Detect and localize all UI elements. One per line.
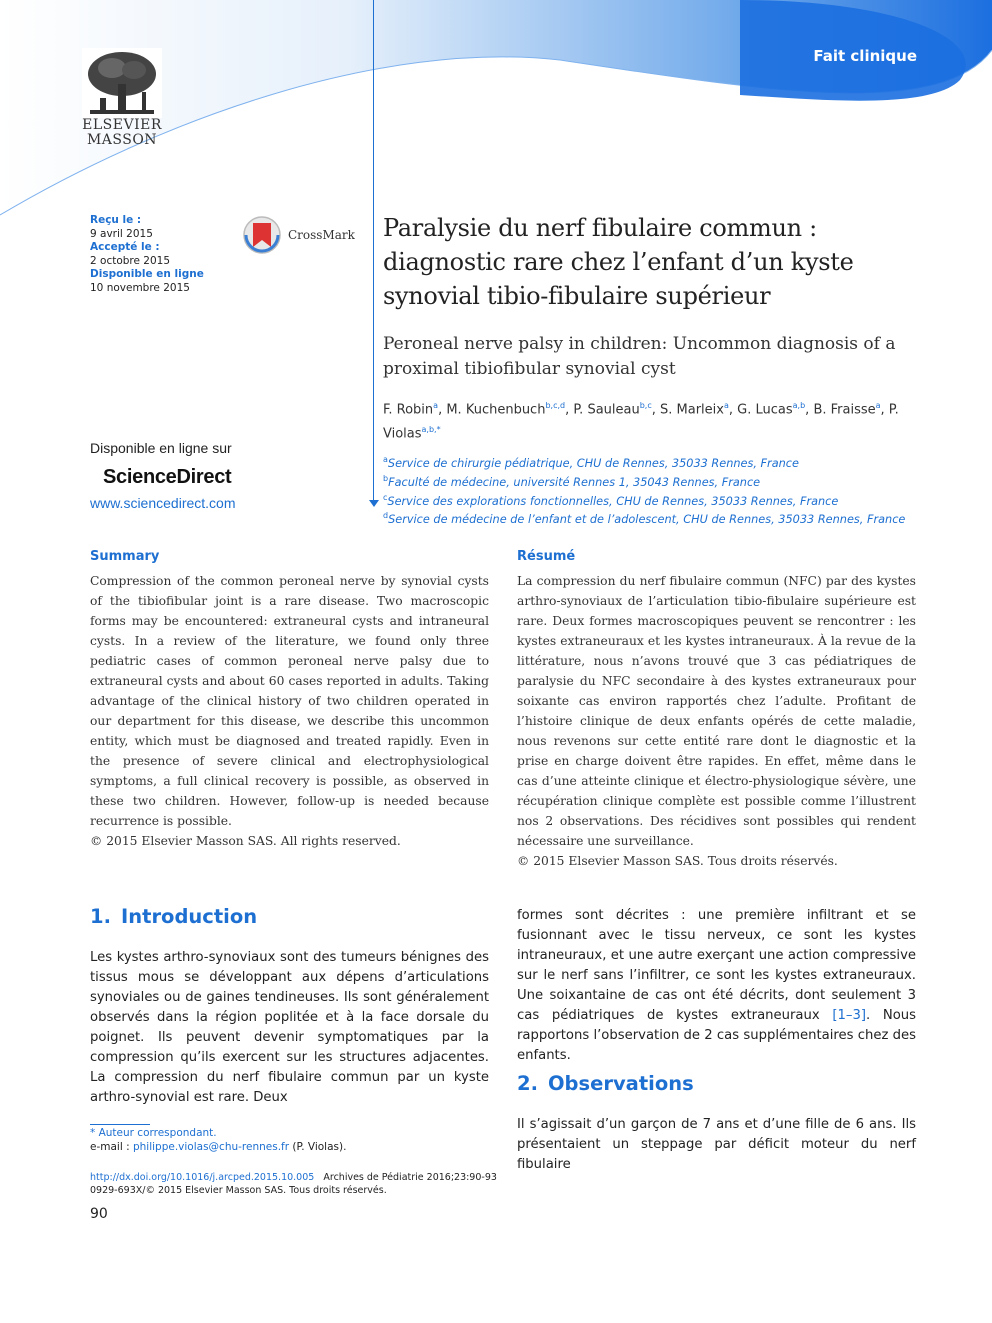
affiliation-text: Service de médecine de l’enfant et de l’adolescent, CHU de Rennes, 35033 Rennes, France bbox=[388, 513, 906, 527]
author-separator: , bbox=[880, 402, 889, 418]
sciencedirect-link[interactable]: www.sciencedirect.com bbox=[90, 495, 236, 511]
affiliation-key: b bbox=[383, 473, 389, 483]
journal-citation: Archives de Pédiatrie 2016;23:90-93 bbox=[323, 1172, 497, 1183]
online-date: 10 novembre 2015 bbox=[90, 281, 190, 294]
doi-link[interactable]: http://dx.doi.org/10.1016/j.arcped.2015.10.005 bbox=[90, 1172, 315, 1183]
author-separator: , bbox=[565, 402, 574, 418]
affiliation-item bbox=[383, 452, 943, 471]
available-online-label: Disponible en ligne sur bbox=[90, 440, 232, 456]
email-owner: (P. Violas). bbox=[289, 1141, 347, 1153]
publisher-name-2: MASSON bbox=[86, 132, 158, 148]
author-affiliation-marker[interactable]: a,b bbox=[792, 401, 806, 410]
author-affiliation-marker[interactable]: b,c,d bbox=[545, 401, 566, 410]
author-separator: , bbox=[651, 402, 661, 418]
author-affiliation-marker[interactable]: a bbox=[875, 401, 881, 410]
crossmark-label: CrossMark bbox=[288, 228, 355, 242]
section-number: 1. bbox=[90, 905, 111, 928]
affiliation-item bbox=[383, 490, 943, 509]
elsevier-masson-logo bbox=[62, 48, 182, 156]
section-label: Fait clinique bbox=[813, 47, 917, 65]
continuation-end: . Nous rapportons l’observation de 2 cas supplémentaires chez des enfants. bbox=[517, 1008, 916, 1063]
affiliation-text: Service des explorations fonctionnelles, CHU de Rennes, 35033 Rennes, France bbox=[387, 494, 839, 508]
email-link[interactable]: philippe.violas@chu-rennes.fr bbox=[132, 1141, 290, 1153]
crossmark-icon bbox=[242, 215, 282, 255]
affiliation-key: c bbox=[383, 492, 388, 502]
resume-heading: Résumé bbox=[517, 549, 576, 564]
resume-copyright: © 2015 Elsevier Masson SAS. Tous droits réservés. bbox=[517, 854, 838, 868]
resume-abstract bbox=[517, 571, 916, 871]
page-number: 90 bbox=[90, 1206, 108, 1222]
divider-arrow-icon bbox=[369, 500, 379, 507]
author-name[interactable]: G. Lucas bbox=[737, 402, 793, 418]
section-title: Introduction bbox=[120, 905, 258, 928]
affiliation-item bbox=[383, 508, 943, 527]
footnote-divider bbox=[90, 1124, 150, 1125]
email-label: e-mail : bbox=[90, 1141, 133, 1153]
received-date: 9 avril 2015 bbox=[90, 227, 153, 240]
observations-paragraph: Il s’agissait d’un garçon de 7 ans et d’une fille de 6 ans. Ils présentaient un steppage par déficit moteur du nerf fibulaire bbox=[517, 1117, 916, 1172]
author-name[interactable]: M. Kuchenbuch bbox=[446, 402, 546, 418]
section-number: 2. bbox=[517, 1072, 538, 1095]
issn-copyright: 0929-693X/© 2015 Elsevier Masson SAS. Tous droits réservés. bbox=[90, 1185, 387, 1196]
summary-text: Compression of the common peroneal nerve by synovial cysts of the tibiofibular joint is a rare disease. Two macroscopic forms may be encountered: extraneural cysts and intraneural cysts. In a review of the literature, we found only three pediatric cases of common peroneal nerve palsy due to extraneural cysts and about 60 cases reported in adults. Taking advantage of the clinical history of two children operated in our department for this disease, we describe this uncommon entity, which must be diagnosed and treated rapidly. Even in the presence of severe clinical and electrophysiological symptoms, a full clinical recovery is possible, as observed in these two children. However, follow-up is needed because recurrence is possible. bbox=[90, 574, 489, 828]
affiliation-key: a bbox=[383, 455, 388, 464]
affiliation-list bbox=[383, 452, 943, 527]
continuation-text: formes sont décrites : une première infiltrant et se fusionnant avec le tissu nerveux, ce sont les kystes intraneuraux, et une autre exerçant une action compressive sur le nerf sans l’infiltrer, ce sont les kystes extraneuraux. Une soixantaine de cas ont été décrits, dont seulement 3 cas pédiatriques de kystes extraneuraux bbox=[517, 908, 916, 1023]
online-label: Disponible en ligne bbox=[90, 268, 204, 280]
crossmark-badge[interactable] bbox=[242, 214, 355, 256]
accepted-label: Accepté le : bbox=[90, 241, 160, 253]
resume-text: La compression du nerf fibulaire commun (NFC) par des kystes arthro-synoviaux de l’articulation tibio-fibulaire supérieure est rare. Deux formes macroscopiques peuvent se rencontrer : les kystes extraneuraux et les kystes intraneuraux. À la revue de la littérature, nous n’avons trouvé que 3 cas pédiatriques de paralysie du NFC secondaire à des kystes extraneuraux pour soixante cas environ rapportés chez l’adulte. Profitant de l’histoire clinique de deux enfants opérés de cette maladie, nous revenons sur cette entité rare dont le diagnostic et la prise en charge doivent être rapides. En effet, même dans le cas d’une atteinte clinique et électro-physiologique sévère, une récupération clinique complète est possible comme l’illustrent nos 2 observations. Des récidives sont possibles qui rendent nécessaire une surveillance. bbox=[517, 574, 916, 848]
author-affiliation-marker[interactable]: b,c bbox=[639, 401, 652, 410]
introduction-continuation bbox=[517, 906, 916, 1066]
author-name[interactable]: P. Sauleau bbox=[573, 402, 640, 418]
author-name[interactable]: B. Fraisse bbox=[813, 402, 876, 418]
author-name[interactable]: P. Violas bbox=[383, 402, 899, 442]
vertical-divider bbox=[373, 0, 374, 505]
author-separator: , bbox=[728, 402, 738, 418]
summary-abstract bbox=[90, 571, 489, 851]
doi-line bbox=[90, 1172, 497, 1183]
author-affiliation-marker[interactable]: a bbox=[723, 401, 729, 410]
author-name[interactable]: F. Robin bbox=[383, 402, 434, 418]
affiliation-text: Faculté de médecine, université Rennes 1, 35043 Rennes, France bbox=[388, 475, 761, 489]
author-separator: , bbox=[438, 402, 447, 418]
received-label: Reçu le : bbox=[90, 214, 142, 226]
accepted-date: 2 octobre 2015 bbox=[90, 254, 171, 267]
article-title: Paralysie du nerf fibulaire commun : diagnostic rare chez l’enfant d’un kyste synovial tibio-fibulaire supérieur bbox=[383, 214, 854, 310]
author-affiliation-marker[interactable]: a bbox=[433, 401, 439, 410]
sciencedirect-logo: ScienceDirect bbox=[103, 466, 232, 488]
affiliation-text: Service de chirurgie pédiatrique, CHU de Rennes, 35033 Rennes, France bbox=[387, 456, 799, 470]
affiliation-key: d bbox=[383, 511, 389, 521]
elsevier-tree-icon bbox=[82, 48, 162, 118]
publisher-name: ELSEVIER bbox=[82, 117, 162, 133]
author-separator: , bbox=[805, 402, 814, 418]
introduction-paragraph: Les kystes arthro-synoviaux sont des tumeurs bénignes des tissus mous se développant aux dépens d’articulations synoviales ou de gaines tendineuses. Ils sont généralement observés dans la région poplitée et à la face dorsale du poignet. Ils peuvent devenir symptomatiques par la compression qu’ils exercent sur les structures adjacentes. La compression du nerf fibulaire commun par un kyste arthro-synovial est rare. Deux bbox=[90, 950, 489, 1105]
section-title: Observations bbox=[547, 1072, 694, 1095]
author-list bbox=[383, 396, 923, 445]
summary-copyright: © 2015 Elsevier Masson SAS. All rights reserved. bbox=[90, 834, 401, 848]
author-name[interactable]: S. Marleix bbox=[660, 402, 724, 418]
email-footnote bbox=[90, 1141, 346, 1153]
introduction-heading bbox=[90, 905, 257, 928]
summary-heading: Summary bbox=[90, 549, 160, 564]
article-subtitle: Peroneal nerve palsy in children: Uncommon diagnosis of a proximal tibiofibular synovial cyst bbox=[383, 334, 896, 379]
affiliation-item bbox=[383, 471, 943, 490]
observations-heading bbox=[517, 1072, 694, 1095]
corresponding-author-note: * Auteur correspondant. bbox=[90, 1127, 217, 1139]
article-dates bbox=[90, 214, 204, 295]
author-affiliation-marker[interactable]: a,b,* bbox=[421, 425, 441, 435]
reference-link[interactable]: [1–3] bbox=[832, 1008, 866, 1023]
